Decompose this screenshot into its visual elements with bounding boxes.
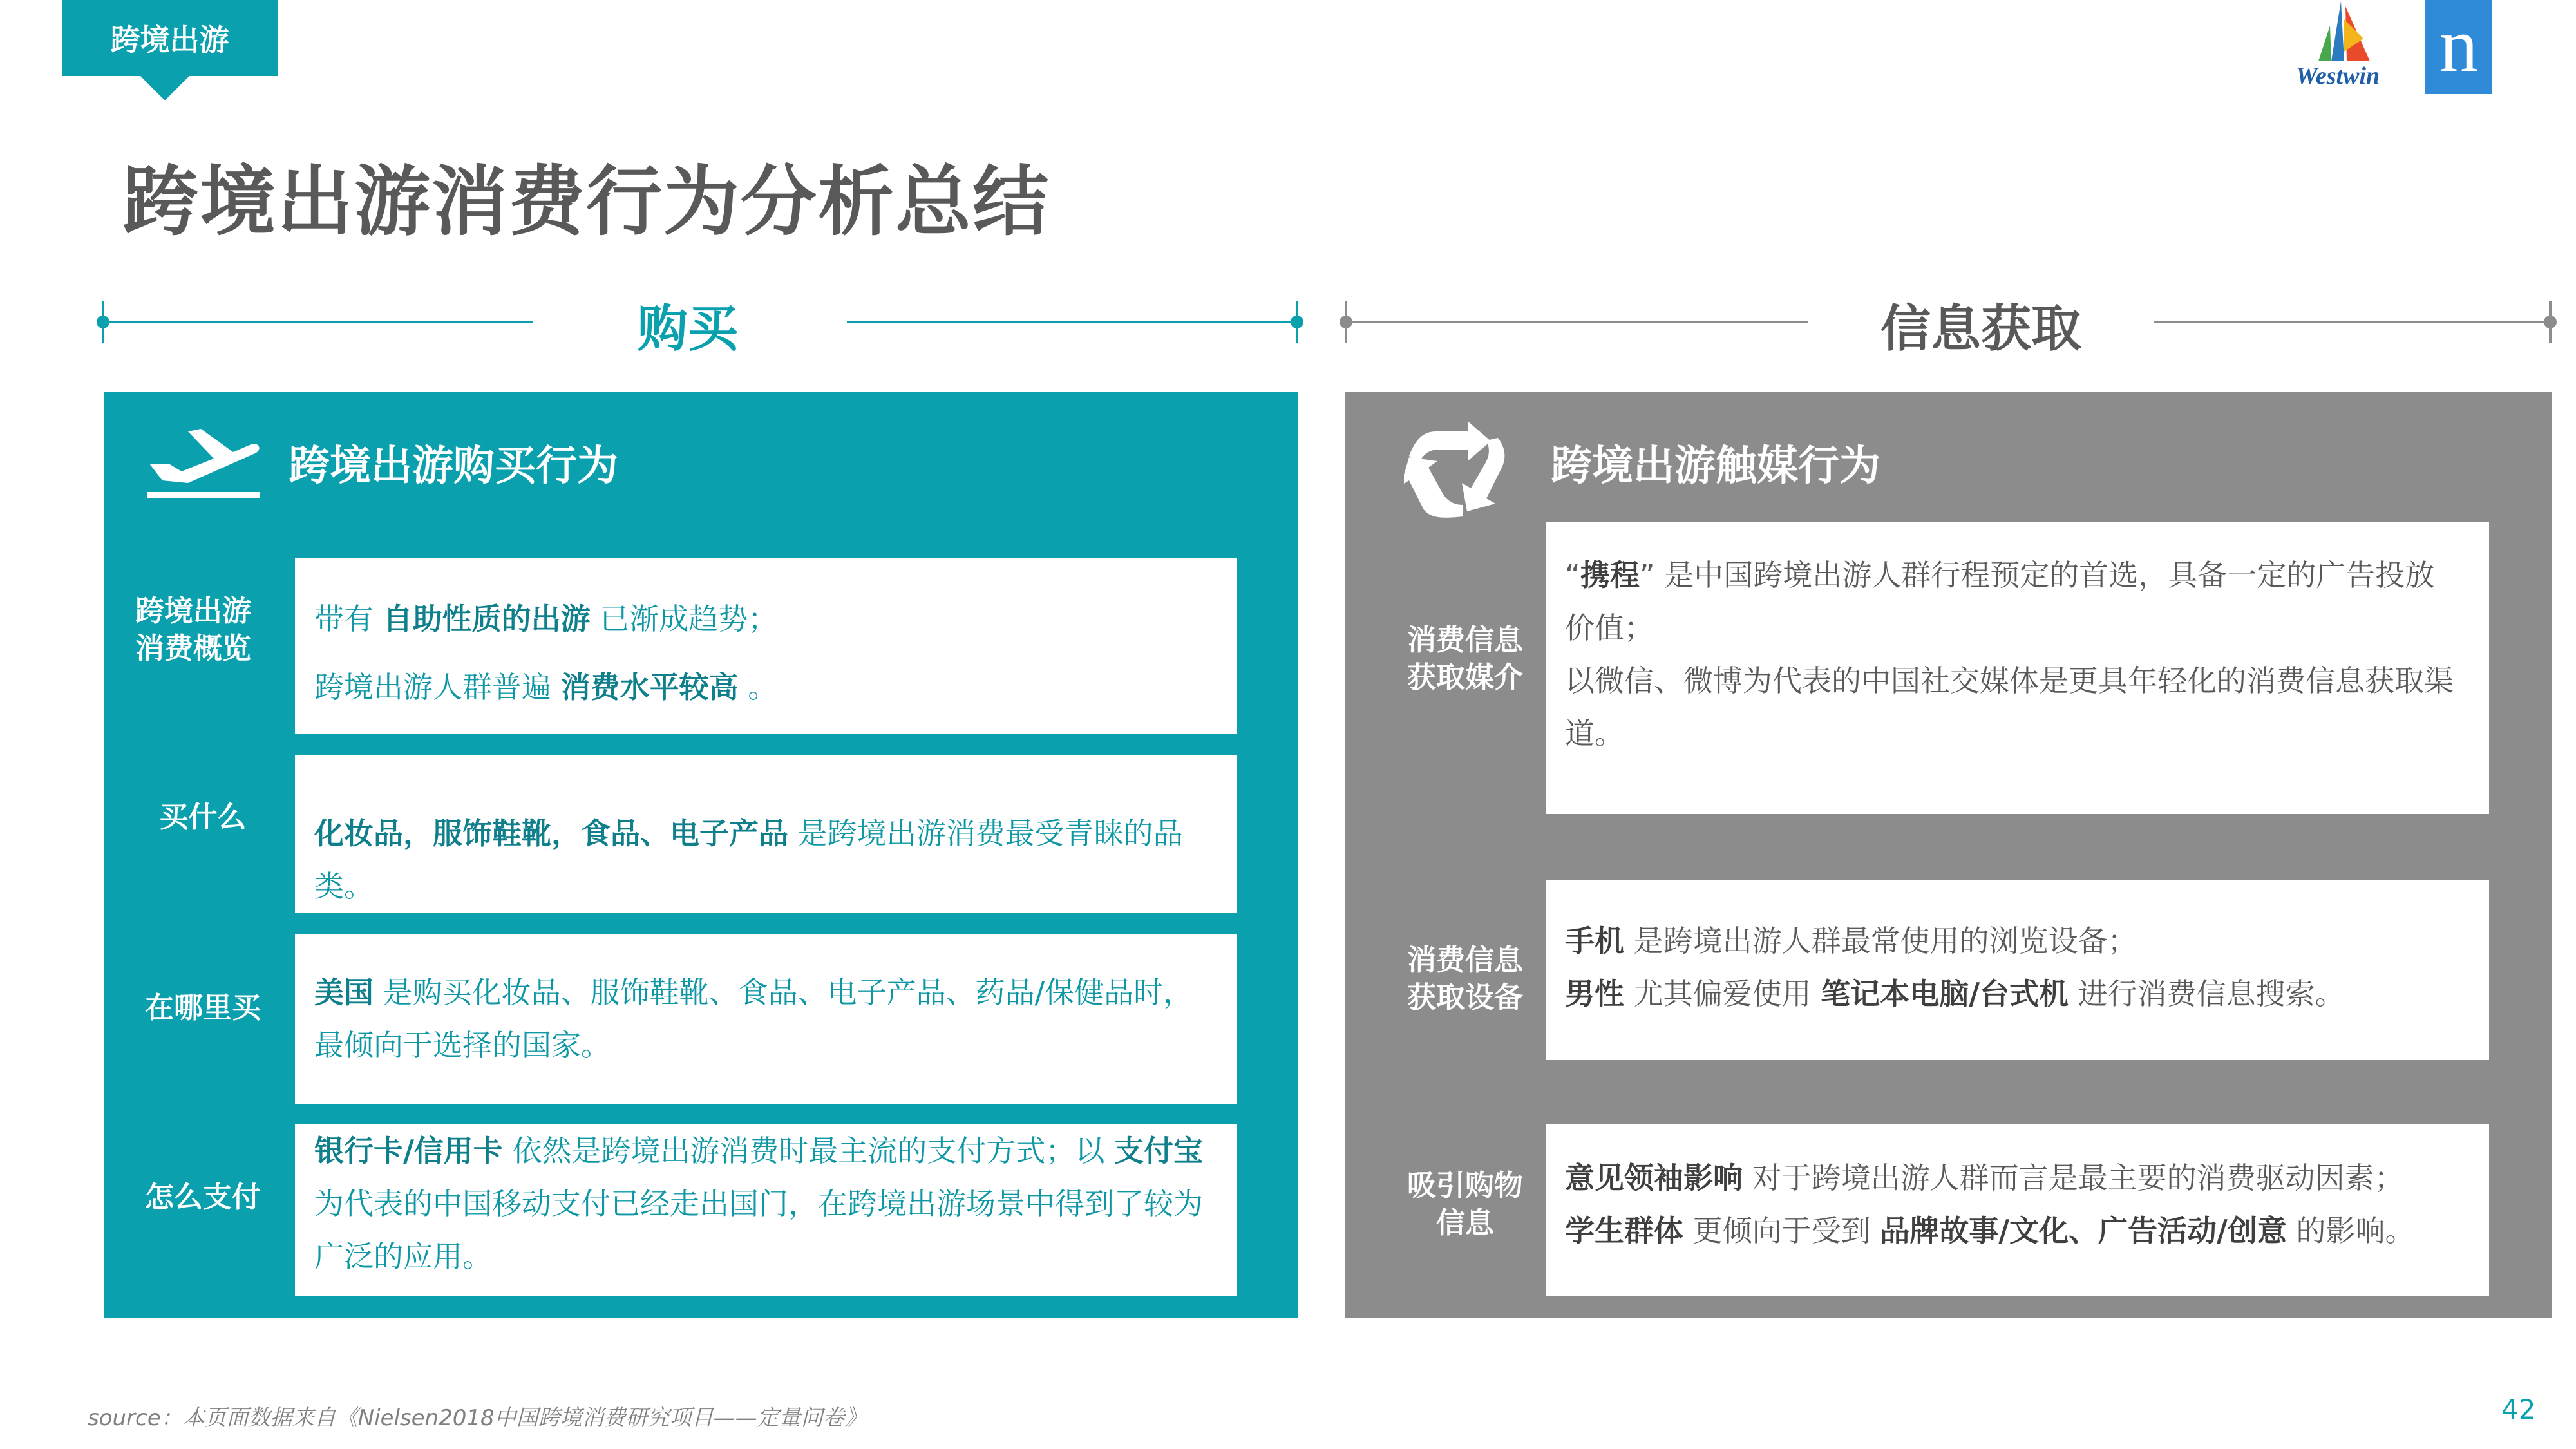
- buy-divider-left-line: [104, 321, 533, 323]
- info-row-label-attract: 吸引购物信息: [1406, 1168, 1523, 1240]
- buy-box-overview: [295, 558, 1237, 734]
- buy-where-line-2: 最倾向于选择的国家。: [314, 1028, 611, 1063]
- info-media-line-3: 以微信、微博为代表的中国社交媒体是更具年轻化的消费信息获取渠: [1565, 663, 2454, 698]
- buy-row-label-pay: 怎么支付: [144, 1180, 261, 1214]
- info-box-media: [1546, 522, 2489, 814]
- info-device-line-1: 手机 是跨境出游人群最常使用的浏览设备；: [1565, 923, 2137, 958]
- buy-what-line-1: 化妆品，服饰鞋靴，食品、电子产品 是跨境出游消费最受青睐的品类。: [314, 816, 1183, 904]
- recycle-arrows-icon: [1404, 419, 1507, 524]
- info-attract-line-2: 学生群体 更倾向于受到 品牌故事/文化、广告活动/创意 的影响。: [1565, 1213, 2415, 1248]
- nielsen-logo: n: [2425, 0, 2492, 94]
- buy-row-label-overview: 跨境出游消费概览: [135, 594, 251, 665]
- buy-section-title: 购买: [638, 300, 739, 358]
- info-box-device: [1546, 880, 2489, 1060]
- info-row-label-media: 消费信息获取媒介: [1406, 623, 1523, 694]
- info-row-label-device: 消费信息获取设备: [1406, 943, 1523, 1014]
- info-media-line-2: 价值；: [1565, 611, 1654, 645]
- info-divider-right-tick: [2549, 301, 2552, 343]
- section-tag: 跨境出游: [62, 0, 278, 76]
- buy-row-label-where: 在哪里买: [144, 990, 261, 1025]
- buy-box-what: [295, 755, 1237, 913]
- buy-panel-heading: 跨境出游购买行为: [289, 442, 618, 490]
- buy-box-where: [295, 934, 1237, 1104]
- buy-overview-line-2: 跨境出游人群普遍 消费水平较高 。: [314, 670, 778, 705]
- buy-where-line-1: 美国 是购买化妆品、服饰鞋靴、食品、电子产品、药品/保健品时，: [314, 975, 1193, 1010]
- buy-divider-right-tick: [1296, 301, 1298, 343]
- info-attract-line-1: 意见领袖影响 对于跨境出游人群而言是最主要的消费驱动因素；: [1565, 1160, 2404, 1195]
- info-divider-left-line: [1347, 321, 1808, 323]
- buy-pay-line-1: 银行卡/信用卡 依然是跨境出游消费时最主流的支付方式；以 支付宝: [314, 1133, 1204, 1168]
- info-divider-right-line: [2154, 321, 2552, 323]
- plane-departure-icon: [143, 419, 262, 505]
- info-media-line-4: 道。: [1565, 716, 1624, 751]
- buy-divider-right-line: [847, 321, 1298, 323]
- buy-pay-line-3: 广泛的应用。: [314, 1239, 492, 1274]
- info-media-line-1: “携程” 是中国跨境出游人群行程预定的首选，具备一定的广告投放: [1565, 558, 2435, 592]
- info-section-title: 信息获取: [1880, 300, 2082, 358]
- page-number: 42: [2501, 1394, 2536, 1425]
- westwin-logo-text: Westwin: [2295, 62, 2380, 90]
- westwin-logo: [2280, 0, 2396, 97]
- page-title: 跨境出游消费行为分析总结: [122, 157, 1050, 246]
- section-tag-notch: [140, 76, 189, 100]
- info-device-line-2: 男性 尤其偏爱使用 笔记本电脑/台式机 进行消费信息搜索。: [1565, 976, 2345, 1011]
- info-box-attract: [1546, 1124, 2489, 1296]
- buy-pay-line-2: 为代表的中国移动支付已经走出国门，在跨境出游场景中得到了较为: [314, 1186, 1203, 1221]
- sail-icon: [2280, 0, 2396, 71]
- buy-overview-line-1: 带有 自助性质的出游 已渐成趋势；: [314, 601, 778, 636]
- buy-box-pay: [295, 1124, 1237, 1296]
- buy-row-label-what: 买什么: [159, 800, 247, 834]
- source-note: source：本页面数据来自《Nielsen2018中国跨境消费研究项目——定量问卷》: [88, 1405, 867, 1431]
- info-panel-heading: 跨境出游触媒行为: [1551, 442, 1880, 490]
